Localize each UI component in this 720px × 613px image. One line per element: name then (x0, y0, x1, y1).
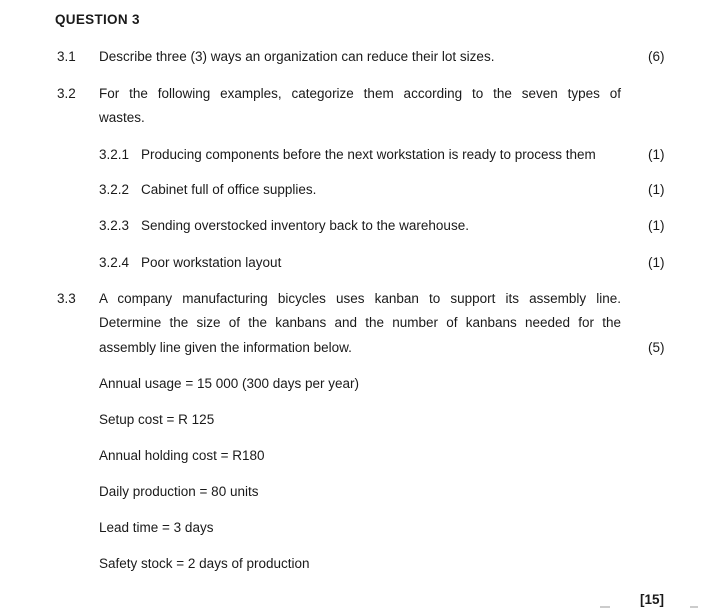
q321-text: Producing components before the next workstation is ready to process them (141, 147, 596, 162)
q324-number: 3.2.4 (99, 255, 130, 270)
info-annual-usage: Annual usage = 15 000 (300 days per year) (99, 376, 360, 391)
total-marks: [15] (640, 592, 665, 607)
q321-marks: (1) (648, 147, 665, 162)
q322-number: 3.2.2 (99, 182, 130, 197)
q32-number: 3.2 (57, 86, 76, 101)
q31-number: 3.1 (57, 49, 76, 64)
q32-line1: For the following examples, categorize them according to the seven types of (99, 86, 621, 101)
scan-mark (600, 606, 610, 608)
q323-number: 3.2.3 (99, 218, 130, 233)
q33-number: 3.3 (57, 291, 76, 306)
q324-marks: (1) (648, 255, 665, 270)
q323-text: Sending overstocked inventory back to the warehouse. (141, 218, 469, 233)
info-daily-production: Daily production = 80 units (99, 484, 259, 499)
q33-line1: A company manufacturing bicycles uses kanban to support its assembly line. (99, 291, 621, 306)
q322-text: Cabinet full of office supplies. (141, 182, 317, 197)
question-heading: QUESTION 3 (55, 12, 140, 27)
info-holding-cost: Annual holding cost = R180 (99, 448, 265, 463)
scan-mark (690, 606, 698, 608)
q33-marks: (5) (648, 340, 665, 355)
q322-marks: (1) (648, 182, 665, 197)
q323-marks: (1) (648, 218, 665, 233)
q33-line3: assembly line given the information below. (99, 340, 352, 355)
info-setup-cost: Setup cost = R 125 (99, 412, 215, 427)
q33-line2: Determine the size of the kanbans and the number of kanbans needed for the (99, 315, 621, 330)
info-lead-time: Lead time = 3 days (99, 520, 214, 535)
q324-text: Poor workstation layout (141, 255, 282, 270)
q31-marks: (6) (648, 49, 665, 64)
info-safety-stock: Safety stock = 2 days of production (99, 556, 310, 571)
q321-number: 3.2.1 (99, 147, 130, 162)
q32-line2: wastes. (99, 110, 145, 125)
q31-text: Describe three (3) ways an organization can reduce their lot sizes. (99, 49, 495, 64)
